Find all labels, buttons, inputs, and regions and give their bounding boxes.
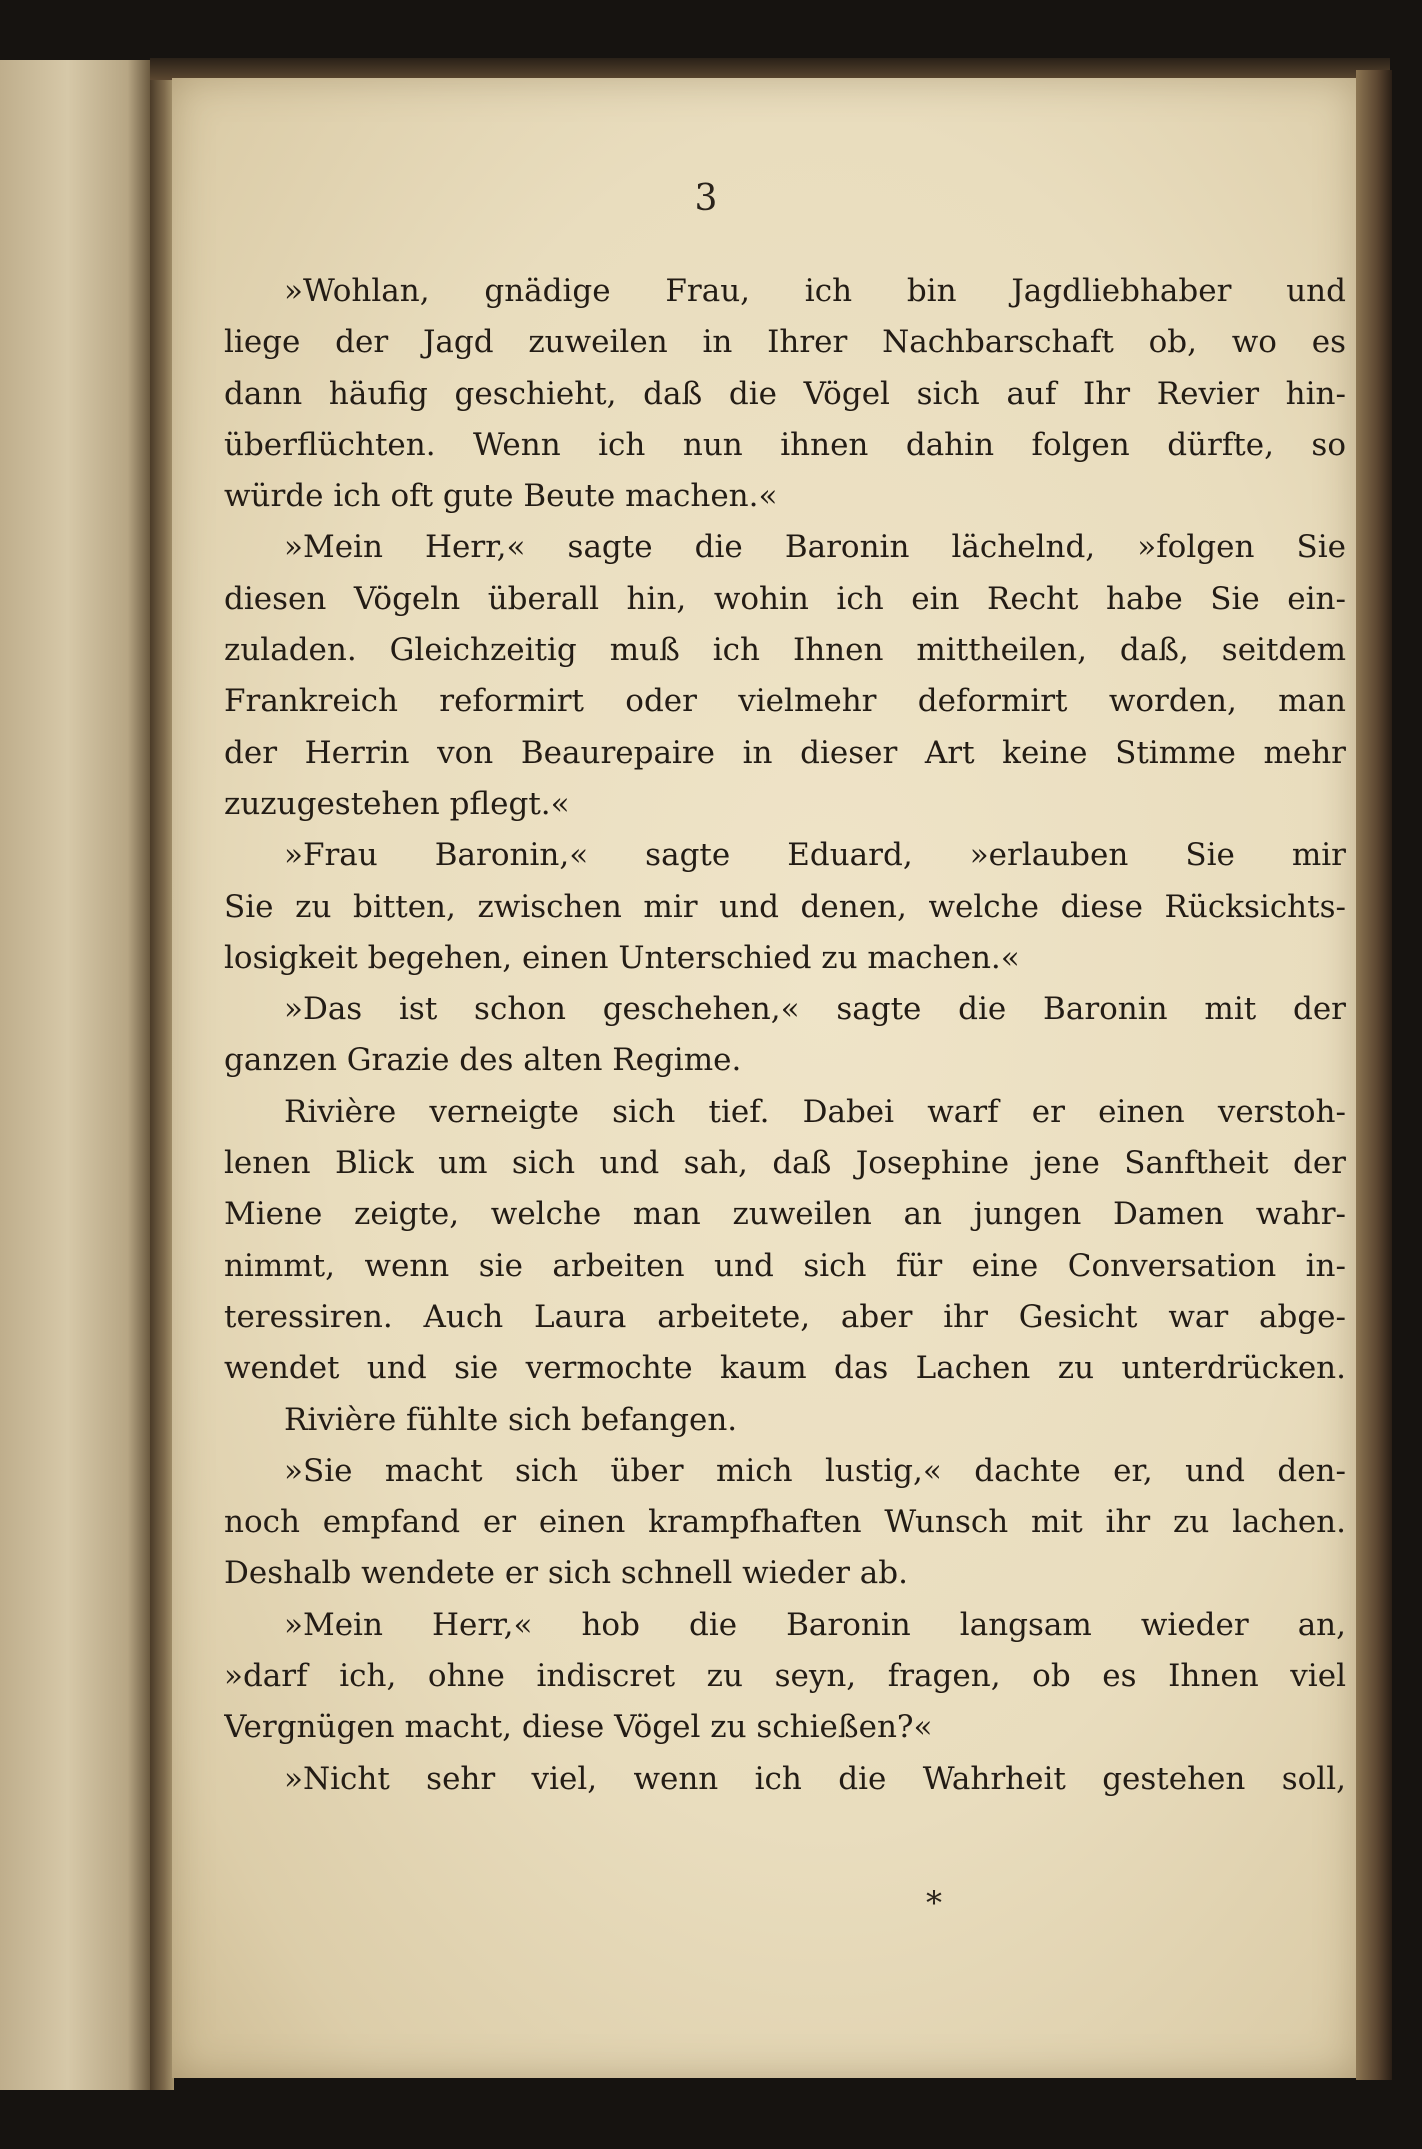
text-line: zuzugestehen pflegt.« — [224, 785, 570, 822]
text-line: Rivière verneigte sich tief. Dabei warf er einen verstoh- — [284, 1093, 1346, 1130]
text-line: diesen Vögeln überall hin, wohin ich ein Recht habe Sie ein- — [224, 580, 1346, 617]
text-line: »Mein Herr,« sagte die Baronin lächelnd, »folgen Sie — [284, 529, 1346, 566]
text-line: Sie zu bitten, zwischen mir und denen, welche diese Rücksichts- — [224, 888, 1346, 925]
facing-page-edge — [0, 60, 150, 2090]
text-line: »Das ist schon geschehen,« sagte die Baronin mit der — [284, 991, 1346, 1028]
text-line: Miene zeigte, welche man zuweilen an jungen Damen wahr- — [224, 1196, 1346, 1233]
text-line: »Frau Baronin,« sagte Eduard, »erlauben Sie mir — [284, 837, 1346, 874]
text-line: Rivière fühlte sich befangen. — [284, 1401, 738, 1438]
text-line: dann häufig geschieht, daß die Vögel sich auf Ihr Revier hin- — [224, 375, 1346, 412]
text-line: »darf ich, ohne indiscret zu seyn, fragen, ob es Ihnen viel — [224, 1658, 1346, 1695]
text-line: Frankreich reformirt oder vielmehr deformirt worden, man — [224, 683, 1346, 720]
text-line: »Mein Herr,« hob die Baronin langsam wieder an, — [284, 1606, 1346, 1643]
binding-top-edge — [150, 58, 1390, 80]
text-line: teressiren. Auch Laura arbeitete, aber ihr Gesicht war abge- — [224, 1298, 1346, 1335]
text-line: »Sie macht sich über mich lustig,« dachte er, und den- — [284, 1452, 1346, 1489]
text-line: würde ich oft gute Beute machen.« — [224, 478, 778, 515]
text-line: nimmt, wenn sie arbeiten und sich für eine Conversation in- — [224, 1247, 1346, 1284]
text-line: losigkeit begehen, einen Unterschied zu machen.« — [224, 939, 1020, 976]
text-line: Vergnügen macht, diese Vögel zu schießen?« — [224, 1709, 933, 1746]
text-line: wendet und sie vermochte kaum das Lachen zu unterdrücken. — [224, 1350, 1346, 1387]
body-text — [224, 266, 1346, 1805]
text-line: Deshalb wendete er sich schnell wieder ab. — [224, 1555, 908, 1592]
text-line: der Herrin von Beaurepaire in dieser Art keine Stimme mehr — [224, 734, 1346, 771]
text-line: zuladen. Gleichzeitig muß ich Ihnen mittheilen, daß, seitdem — [224, 632, 1346, 669]
text-line: überflüchten. Wenn ich nun ihnen dahin folgen dürfte, so — [224, 426, 1346, 463]
book-gutter — [150, 60, 174, 2090]
page-number: 3 — [694, 178, 718, 219]
book-cover-edge — [1356, 70, 1392, 2080]
page — [172, 78, 1356, 2078]
text-line: lenen Blick um sich und sah, daß Josephine jene Sanftheit der — [224, 1145, 1346, 1182]
text-line: noch empfand er einen krampfhaften Wunsch mit ihr zu lachen. — [224, 1504, 1346, 1541]
text-line: ganzen Grazie des alten Regime. — [224, 1042, 742, 1079]
signature-mark: * — [926, 1884, 942, 1922]
text-line: liege der Jagd zuweilen in Ihrer Nachbarschaft ob, wo es — [224, 324, 1346, 361]
text-line: »Nicht sehr viel, wenn ich die Wahrheit gestehen soll, — [284, 1760, 1346, 1797]
text-line: »Wohlan, gnädige Frau, ich bin Jagdliebhaber und — [284, 273, 1346, 309]
